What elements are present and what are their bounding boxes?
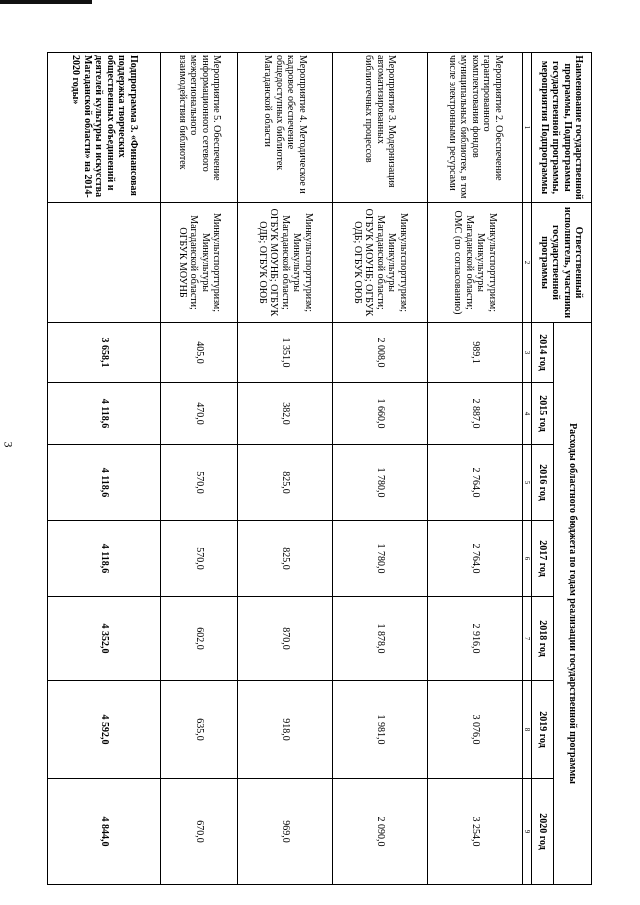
header-year: 2018 год [532,597,554,681]
column-index: 6 [522,521,531,597]
cell-value: 825,0 [238,521,333,597]
cell-value: 1 780,0 [332,445,427,521]
cell-value: 382,0 [238,383,333,445]
row-name: Подпрограмма 3. «Финансовая поддержка творческих общественных объединений и деятелей культуры и искусства Магаданской области» на 2014-2020 годы» [48,53,161,203]
header-year: 2014 год [532,323,554,383]
cell-value: 570,0 [161,445,238,521]
cell-value: 1 981,0 [332,681,427,779]
cell-value: 2 916,0 [427,597,522,681]
header-year: 2015 год [532,383,554,445]
table-row-subprogram [48,53,161,885]
header-program-name: Наименование государственной программы, Подпрограммы государственной программы, мероприятия Подпрограммы [532,53,592,203]
cell-value: 2 887,0 [427,383,522,445]
cell-value: 1 780,0 [332,521,427,597]
column-index: 7 [522,597,531,681]
header-executor: Ответственный исполнитель, участники государственной программы [532,203,592,323]
row-name: Мероприятие 5. Обеспечение информационного сетевого межрегионального взаимодействия библиотек [161,53,238,203]
cell-value: 3 658,1 [48,323,161,383]
cell-value: 4 118,6 [48,383,161,445]
row-name: Мероприятие 4. Методическое и кадровое обеспечение общедоступных библиотек Магаданской области [238,53,333,203]
rotated-table-wrapper [47,52,592,884]
cell-value: 969,0 [238,779,333,885]
header-year: 2016 год [532,445,554,521]
column-index: 2 [522,203,531,323]
cell-value: 405,0 [161,323,238,383]
cell-value: 918,0 [238,681,333,779]
header-year: 2019 год [532,681,554,779]
table-row [238,53,333,885]
cell-value: 989,1 [427,323,522,383]
cell-value: 602,0 [161,597,238,681]
column-index: 1 [522,53,531,203]
budget-table [47,52,592,885]
row-executor: Минкультспорттуризм; Минкультуры Магаданской области; ОМС (по согласованию) [427,203,522,323]
table-row [427,53,522,885]
table-row [332,53,427,885]
cell-value: 635,0 [161,681,238,779]
cell-value: 2 008,0 [332,323,427,383]
table-row [161,53,238,885]
cell-value: 570,0 [161,521,238,597]
cell-value: 4 118,6 [48,445,161,521]
cell-value: 3 076,0 [427,681,522,779]
row-name: Мероприятие 3. Модернизация автоматизированных библиотечных процессов [332,53,427,203]
row-executor: Минкультспорттуризм; Минкультуры Магаданской области; ОГБУК МОУНБ [161,203,238,323]
cell-value: 4 352,0 [48,597,161,681]
page-number: 3 [1,441,16,448]
cell-value: 4 592,0 [48,681,161,779]
cell-value: 1 660,0 [332,383,427,445]
column-index: 5 [522,445,531,521]
cell-value: 2 090,0 [332,779,427,885]
cell-value: 670,0 [161,779,238,885]
column-index: 8 [522,681,531,779]
cell-value: 3 254,0 [427,779,522,885]
row-name: Мероприятие 2. Обеспечение гарантированного комплектования фондов муниципальных библиотек, в том числе электронными ресурсами [427,53,522,203]
cell-value: 4 844,0 [48,779,161,885]
column-index: 3 [522,323,531,383]
header-expenses-group: Расходы областного бюджета по годам реализации государственной программы [554,323,592,885]
row-executor: Минкультспорттуризм; Минкультуры Магаданской области; ОГБУК МОУНБ; ОГБУК ОДБ; ОГБУК ОЮБ [332,203,427,323]
cell-value: 825,0 [238,445,333,521]
cell-value: 870,0 [238,597,333,681]
cell-value: 1 351,0 [238,323,333,383]
column-index: 9 [522,779,531,885]
cell-value: 1 878,0 [332,597,427,681]
cell-value: 4 118,6 [48,521,161,597]
header-year: 2020 год [532,779,554,885]
column-index: 4 [522,383,531,445]
scan-mark [0,0,92,4]
cell-value: 470,0 [161,383,238,445]
cell-value: 2 764,0 [427,445,522,521]
header-year: 2017 год [532,521,554,597]
row-executor [48,203,161,323]
cell-value: 2 764,0 [427,521,522,597]
row-executor: Минкультспорттуризм; Минкультуры Магаданской области; ОГБУК МОУНБ; ОГБУК ОДБ; ОГБУК ОЮБ [238,203,333,323]
